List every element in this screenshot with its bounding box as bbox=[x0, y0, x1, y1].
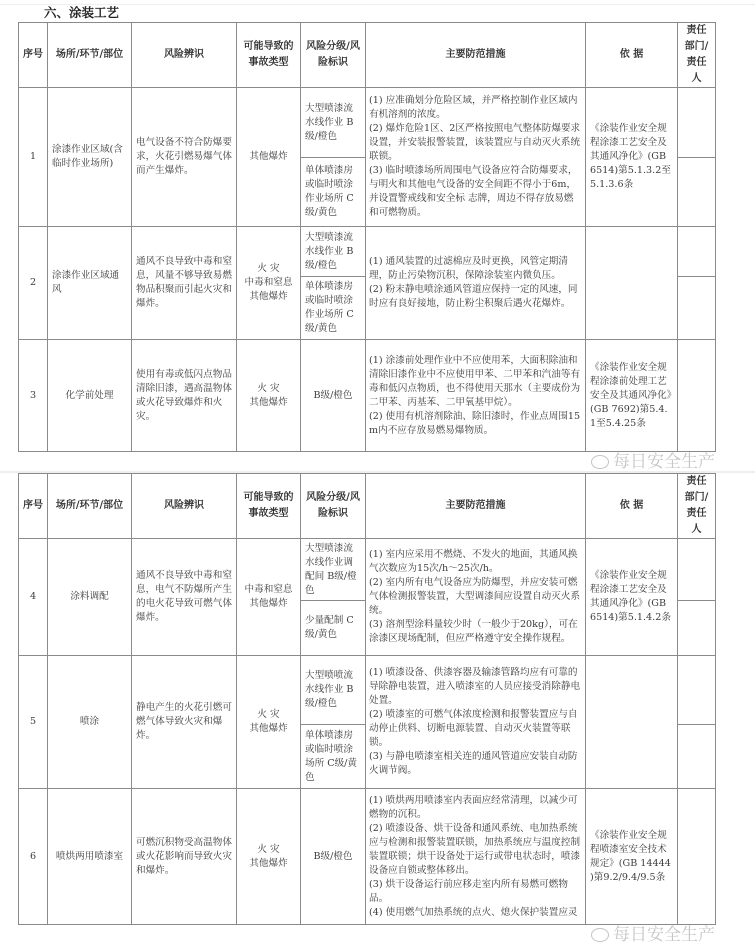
responsible-cell bbox=[678, 88, 716, 158]
measure-item: (1) 喷漆设备、供漆容器及输漆管路均应有可靠的导除静电装置，进入喷漆室的人员应接受消除静电处置。 bbox=[369, 667, 581, 706]
measure-item: (3) 烘干设备运行前应移走室内所有易燃可燃物品。 bbox=[369, 878, 568, 904]
responsible-cell bbox=[678, 601, 716, 656]
accident-type-item: 其他爆炸 bbox=[249, 598, 288, 609]
risk-grade: 大型喷漆流水线作业调配间 B级/橙色 bbox=[301, 539, 366, 601]
accident-type-item: 火 灾 bbox=[257, 709, 280, 720]
column-header: 场所/环节/部位 bbox=[48, 23, 132, 88]
accident-type-item: 中毒和窒息 bbox=[244, 584, 293, 595]
measure-item: (4) 使用燃气加热系统的点火、熄火保护装置应灵 bbox=[369, 906, 578, 918]
column-header: 依 据 bbox=[586, 474, 678, 539]
risk-identification: 可燃沉积物受高温物体或火花影响而导致火灾和爆炸。 bbox=[132, 789, 237, 925]
risk-identification: 通风不良导致中毒和窒息，风量不够导致易燃物品积聚而引起火灾和爆炸。 bbox=[132, 227, 237, 340]
page-bottom bbox=[0, 925, 755, 947]
row-number: 6 bbox=[19, 789, 48, 925]
column-header: 主要防范措施 bbox=[366, 474, 586, 539]
risk-table-part-2 bbox=[18, 473, 716, 925]
column-header: 序号 bbox=[19, 23, 48, 88]
column-header: 场所/环节/部位 bbox=[48, 474, 132, 539]
accident-type-item: 火 灾 bbox=[257, 382, 280, 394]
measure-item: (1) 应准确划分危险区域，并严格控制作业区域内有机溶剂的浓度。 bbox=[369, 95, 578, 120]
accident-type-item: 其他爆炸 bbox=[249, 151, 288, 162]
column-header: 主要防范措施 bbox=[366, 23, 586, 88]
table-row bbox=[19, 227, 716, 277]
risk-table-part-1 bbox=[18, 22, 716, 452]
row-number: 5 bbox=[19, 656, 48, 789]
risk-grade: 大型喷喷流水线作业 B级/橙色 bbox=[301, 656, 366, 725]
risk-grade: B级/橙色 bbox=[301, 789, 366, 925]
risk-identification: 使用有毒或低闪点物品清除旧漆，遇高温物体或火花导致爆炸和火灾。 bbox=[132, 340, 237, 452]
accident-type-item: 火 灾 bbox=[257, 843, 280, 855]
risk-grade: 单体喷漆房或临时喷涂作业场所 C级/黄色 bbox=[301, 277, 366, 340]
column-header: 可能导致的事故类型 bbox=[237, 23, 301, 88]
watermark: 每日安全生产 bbox=[591, 453, 715, 472]
risk-grade: 单体喷漆房或临时喷涂场所 C级/黄色 bbox=[301, 725, 366, 789]
column-header: 责任部门/责任人 bbox=[678, 474, 716, 539]
measure-item: (1) 喷烘两用喷漆室内表面应经常清理，以减少可燃物的沉积。 bbox=[369, 794, 578, 820]
responsible-cell bbox=[678, 158, 716, 227]
place-cell: 涂漆作业区域(含临时作业场所) bbox=[48, 88, 132, 227]
row-number: 3 bbox=[19, 340, 48, 452]
measure-item: (1) 通风装置的过滤棉应及时更换，风管定期清理，防止污染物沉积，保障涂装室内微负压。 bbox=[369, 256, 568, 281]
column-header: 序号 bbox=[19, 474, 48, 539]
section-title: 六、涂装工艺 bbox=[44, 5, 120, 20]
table-row bbox=[19, 88, 716, 158]
measure-item: (3) 与静电喷漆室相关连的通风管道应安装自动防火调节阀。 bbox=[369, 751, 578, 776]
responsible-cell bbox=[678, 789, 716, 925]
risk-grade: 少量配制 C级/黄色 bbox=[301, 601, 366, 656]
measure-item: (2) 喷漆室的可燃气体浓度检测和报警装置应与自动停止供料、切断电源装置、自动灭火装置等联锁。 bbox=[369, 709, 578, 748]
accident-type bbox=[237, 340, 301, 452]
table-row bbox=[19, 340, 716, 396]
place-cell: 喷烘两用喷漆室 bbox=[48, 789, 132, 925]
basis-cell: 《涂装作业安全规程涂漆工艺安全及其通风净化》(GB 6514)第5.1.3.2至5.1.3.6条 bbox=[586, 88, 678, 227]
measure-item: (2) 粉末静电喷涂通风管道应保持一定的风速，同时应有良好接地，防止粉尘积聚后遇火花爆炸。 bbox=[369, 284, 578, 309]
row-number: 2 bbox=[19, 227, 48, 340]
accident-type bbox=[237, 539, 301, 656]
row-number: 4 bbox=[19, 539, 48, 656]
basis-cell: 《涂装作业安全规程涂漆工艺安全及其通风净化》(GB 6514)第5.1.4.2条 bbox=[586, 539, 678, 656]
place-cell: 喷涂 bbox=[48, 656, 132, 789]
table-row bbox=[19, 656, 716, 725]
risk-grade: 单体喷漆房或临时喷涂作业场所 C级/黄色 bbox=[301, 158, 366, 227]
watermark: 每日安全生产 bbox=[591, 926, 715, 945]
page-separator bbox=[0, 452, 755, 473]
measure-item: (1) 涂漆前处理作业中不应使用苯，大面积除油和清除旧漆作业中不应使用甲苯、二甲苯和汽油等有毒和低闪点物质，也不得使用天那水（主要成份为二甲苯、丙基苯、二甲氧基甲烷）。 bbox=[369, 354, 581, 408]
measure-item: (2) 爆炸危险1区、2区严格按照电气整体防爆要求设置，并安装报警装置，该装置应与自动灭火系统联锁。 bbox=[369, 123, 581, 162]
accident-type bbox=[237, 227, 301, 340]
accident-type-item: 其他爆炸 bbox=[249, 291, 288, 302]
basis-cell: 《涂装作业安全规程涂漆前处理工艺安全及其通风净化》(GB 7692)第5.4.1至5.4.25条 bbox=[586, 340, 678, 452]
responsible-cell bbox=[678, 340, 716, 452]
measure-item: (2) 室内所有电气设备应为防爆型，并应安装可燃气体检测报警装置，大型调漆间应设置自动灭火系统。 bbox=[369, 577, 581, 616]
table-row bbox=[19, 789, 716, 857]
prevention-measures bbox=[366, 88, 586, 227]
prevention-measures bbox=[366, 340, 586, 452]
measure-item: (3) 临时喷漆场所周围电气设备应符合防爆要求，与明火和其他电气设备的安全间距不得小于6m，并设置警戒线和安全标 志牌，周边不得存放易燃和可燃物质。 bbox=[369, 165, 578, 218]
accident-type-item: 其他爆炸 bbox=[249, 857, 288, 869]
risk-grade: 大型喷漆流水线作业 B级/橙色 bbox=[301, 227, 366, 277]
accident-type-item: 其他爆炸 bbox=[249, 396, 288, 408]
place-cell: 涂漆作业区域通风 bbox=[48, 227, 132, 340]
risk-grade: 大型喷漆流水线作业 B级/橙色 bbox=[301, 88, 366, 158]
column-header: 依 据 bbox=[586, 23, 678, 88]
basis-cell bbox=[586, 656, 678, 789]
risk-identification: 电气设备不符合防爆要求，火花引燃易爆气体而产生爆炸。 bbox=[132, 88, 237, 227]
responsible-cell bbox=[678, 227, 716, 277]
accident-type bbox=[237, 88, 301, 227]
accident-type-item: 中毒和窒息 bbox=[244, 277, 293, 288]
accident-type bbox=[237, 656, 301, 789]
risk-grade: B级/橙色 bbox=[301, 340, 366, 452]
risk-identification: 静电产生的火花引燃可燃气体导致火灾和爆炸。 bbox=[132, 656, 237, 789]
column-header: 风险辨识 bbox=[132, 23, 237, 88]
table-row bbox=[19, 539, 716, 601]
wechat-icon bbox=[591, 455, 609, 469]
responsible-cell bbox=[678, 656, 716, 725]
basis-cell: 《涂装作业安全规程喷漆室安全技术规定》(GB 14444 )第9.2/9.4/9.5条 bbox=[586, 789, 678, 925]
risk-identification: 通风不良导致中毒和窒息，电气不防爆所产生的电火花导致可燃气体爆炸。 bbox=[132, 539, 237, 656]
wechat-icon bbox=[591, 928, 609, 942]
place-cell: 化学前处理 bbox=[48, 340, 132, 452]
column-header: 可能导致的事故类型 bbox=[237, 474, 301, 539]
measure-item: (2) 喷漆设备、烘干设备和通风系统、电加热系统应与检测和报警装置联锁，加热系统应与温度控制装置联锁；烘干设备处于运行或带电状态时，喷漆设备应自锁或整体移出。 bbox=[369, 822, 581, 876]
responsible-cell bbox=[678, 277, 716, 340]
responsible-cell bbox=[678, 725, 716, 789]
column-header: 责任部门/责任人 bbox=[678, 23, 716, 88]
column-header: 风险分级/风险标识 bbox=[301, 23, 366, 88]
measure-item: (2) 使用有机溶剂除油、除旧漆时，作业点周围15m内不应存放易燃易爆物质。 bbox=[369, 410, 581, 436]
place-cell: 涂料调配 bbox=[48, 539, 132, 656]
column-header: 风险辨识 bbox=[132, 474, 237, 539]
measure-item: (1) 室内应采用不燃烧、不发火的地面，其通风换气次数应为15次/h～25次/h。 bbox=[369, 549, 578, 574]
prevention-measures bbox=[366, 539, 586, 656]
prevention-measures bbox=[366, 656, 586, 789]
prevention-measures bbox=[366, 227, 586, 340]
accident-type-item: 其他爆炸 bbox=[249, 723, 288, 734]
header-row bbox=[19, 23, 716, 88]
basis-cell bbox=[586, 227, 678, 340]
accident-type-item: 火 灾 bbox=[257, 263, 280, 274]
measure-item: (3) 溶剂型涂料量较少时（一般少于20kg），可在涂漆区现场配制，但应严格遵守安全操作规程。 bbox=[369, 619, 578, 644]
header-row bbox=[19, 474, 716, 539]
responsible-cell bbox=[678, 539, 716, 601]
prevention-measures bbox=[366, 789, 586, 925]
accident-type bbox=[237, 789, 301, 925]
row-number: 1 bbox=[19, 88, 48, 227]
column-header: 风险分级/风险标识 bbox=[301, 474, 366, 539]
